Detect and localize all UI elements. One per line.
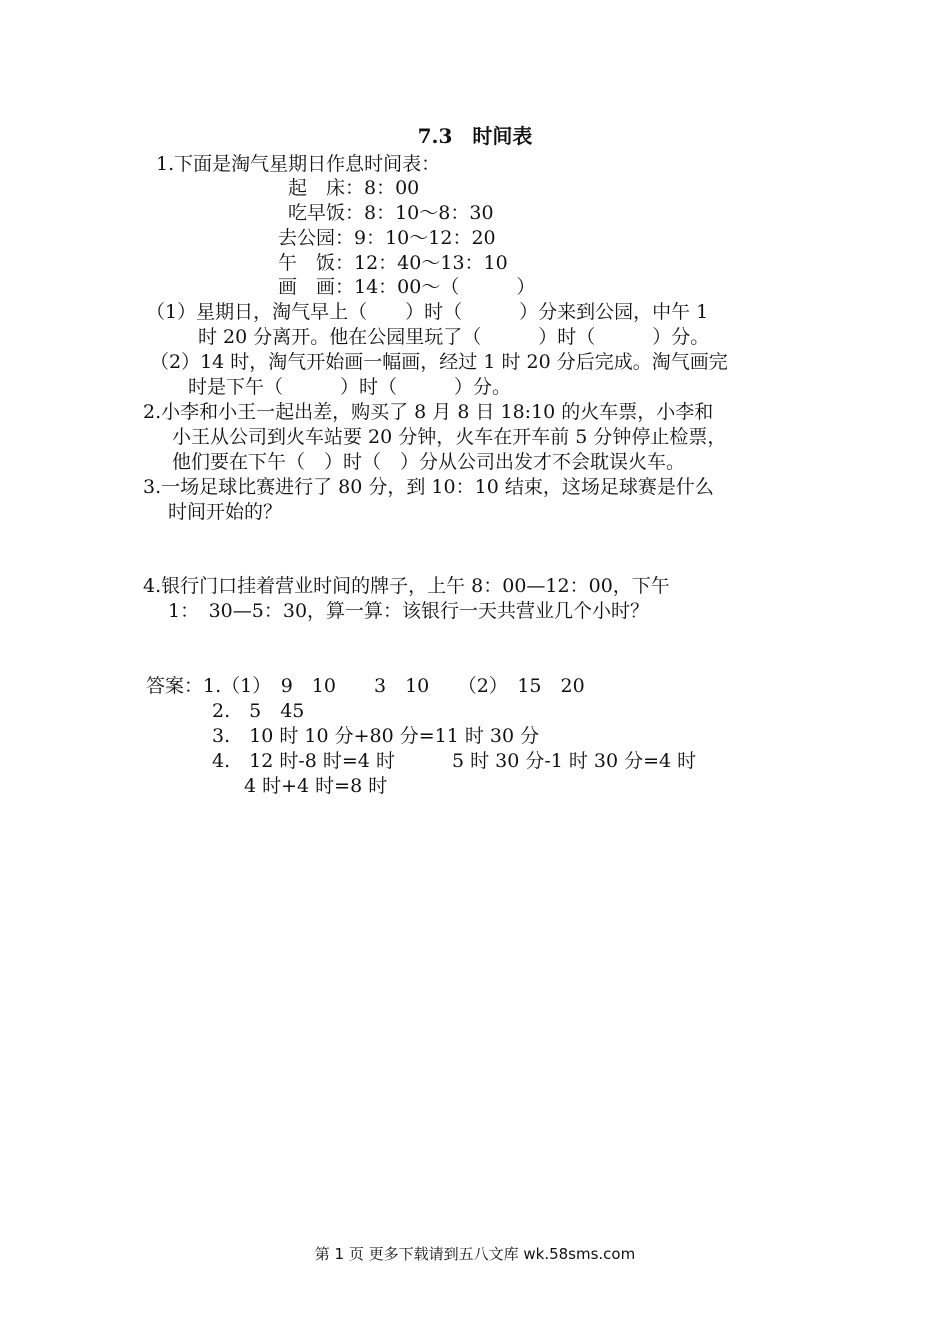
answers-line5: 4 时+4 时=8 时	[244, 775, 388, 797]
q4-line2: 1： 30—5：30，算一算：该银行一天共营业几个小时？	[168, 600, 650, 622]
q3-line2: 时间开始的？	[168, 501, 283, 523]
page-footer: 第 1 页 更多下载请到五八文库 wk.58sms.com	[314, 1245, 636, 1263]
answers-line3: 3. 10 时 10 分+80 分=11 时 30 分	[212, 725, 540, 747]
q1-part1-line1: （1）星期日，淘气早上（ ）时（ ）分来到公园，中午 1	[146, 301, 709, 323]
answers-line1: 答案：1.（1） 9 10 3 10 （2） 15 20	[146, 675, 585, 697]
q2-line2: 小王从公司到火车站要 20 分钟，火车在开车前 5 分钟停止检票，	[172, 426, 727, 448]
q4-line1: 4.银行门口挂着营业时间的牌子，上午 8：00—12：00，下午	[143, 575, 670, 597]
answers-line2: 2. 5 45	[212, 700, 305, 722]
schedule-item: 去公园：9：10～12：20	[278, 227, 496, 249]
schedule-item: 起 床：8：00	[288, 177, 420, 199]
q1-part2-line1: （2）14 时，淘气开始画一幅画，经过 1 时 20 分后完成。淘气画完	[150, 351, 728, 373]
page-title: 7.3 时间表	[417, 124, 533, 148]
q1-part2-line2: 时是下午（ ）时（ ）分。	[188, 376, 512, 398]
q1-intro: 1.下面是淘气星期日作息时间表：	[156, 153, 441, 175]
schedule-item: 午 饭：12：40～13：10	[278, 252, 508, 274]
q1-part1-line2: 时 20 分离开。他在公园里玩了（ ）时（ ）分。	[198, 326, 710, 348]
schedule-item: 吃早饭：8：10～8：30	[288, 202, 494, 224]
q2-line3: 他们要在下午（ ）时（ ）分从公司出发才不会耽误火车。	[172, 451, 686, 473]
schedule-item: 画 画：14：00～（ ）	[278, 276, 536, 298]
q3-line1: 3.一场足球比赛进行了 80 分，到 10：10 结束，这场足球赛是什么	[143, 476, 714, 498]
q2-line1: 2.小李和小王一起出差，购买了 8 月 8 日 18:10 的火车票，小李和	[143, 401, 714, 423]
answers-line4: 4. 12 时-8 时=4 时 5 时 30 分-1 时 30 分=4 时	[212, 750, 697, 772]
